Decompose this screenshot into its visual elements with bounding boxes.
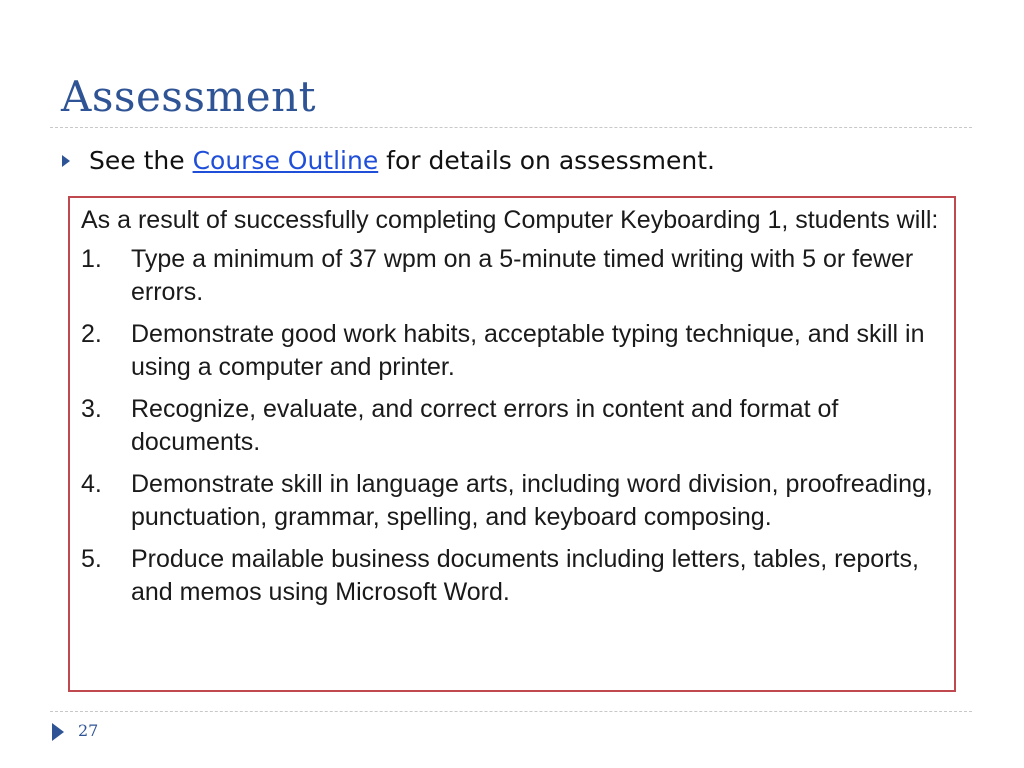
- outcomes-list: [81, 243, 942, 609]
- bullet-text: [89, 146, 715, 175]
- footer-arrow-icon: [52, 723, 64, 741]
- learning-outcomes-box: [68, 196, 956, 692]
- title-divider: [50, 127, 972, 128]
- outcome-text: Demonstrate skill in language arts, including word division, proofreading, punctuation, grammar, spelling, and keyboard composing.: [131, 470, 933, 531]
- outcome-number: 3.: [81, 395, 102, 423]
- outcome-number: 5.: [81, 545, 102, 573]
- bullet-suffix: for details on assessment.: [378, 146, 715, 175]
- outcome-text: Recognize, evaluate, and correct errors in content and format of documents.: [131, 395, 839, 456]
- outcome-text: Demonstrate good work habits, acceptable typing technique, and skill in using a computer and printer.: [131, 320, 925, 381]
- outcome-item: [81, 243, 942, 309]
- bullet-item: [62, 146, 715, 175]
- footer-divider: [50, 711, 972, 712]
- outcome-text: Type a minimum of 37 wpm on a 5-minute timed writing with 5 or fewer errors.: [131, 245, 914, 306]
- bullet-arrow-icon: [62, 155, 70, 167]
- outcome-text: Produce mailable business documents including letters, tables, reports, and memos using Microsoft Word.: [131, 545, 919, 606]
- outcome-number: 2.: [81, 320, 102, 348]
- outcome-item: [81, 468, 942, 534]
- outcomes-intro: As a result of successfully completing Computer Keyboarding 1, students will:: [81, 206, 939, 234]
- outcome-number: 1.: [81, 245, 102, 273]
- outcome-item: [81, 543, 942, 609]
- slide-title: Assessment: [61, 72, 317, 121]
- bullet-prefix: See the: [89, 146, 193, 175]
- outcome-number: 4.: [81, 470, 102, 498]
- outcome-item: [81, 318, 942, 384]
- outcome-item: [81, 393, 942, 459]
- page-number: 27: [78, 721, 99, 740]
- course-outline-link[interactable]: Course Outline: [192, 146, 379, 175]
